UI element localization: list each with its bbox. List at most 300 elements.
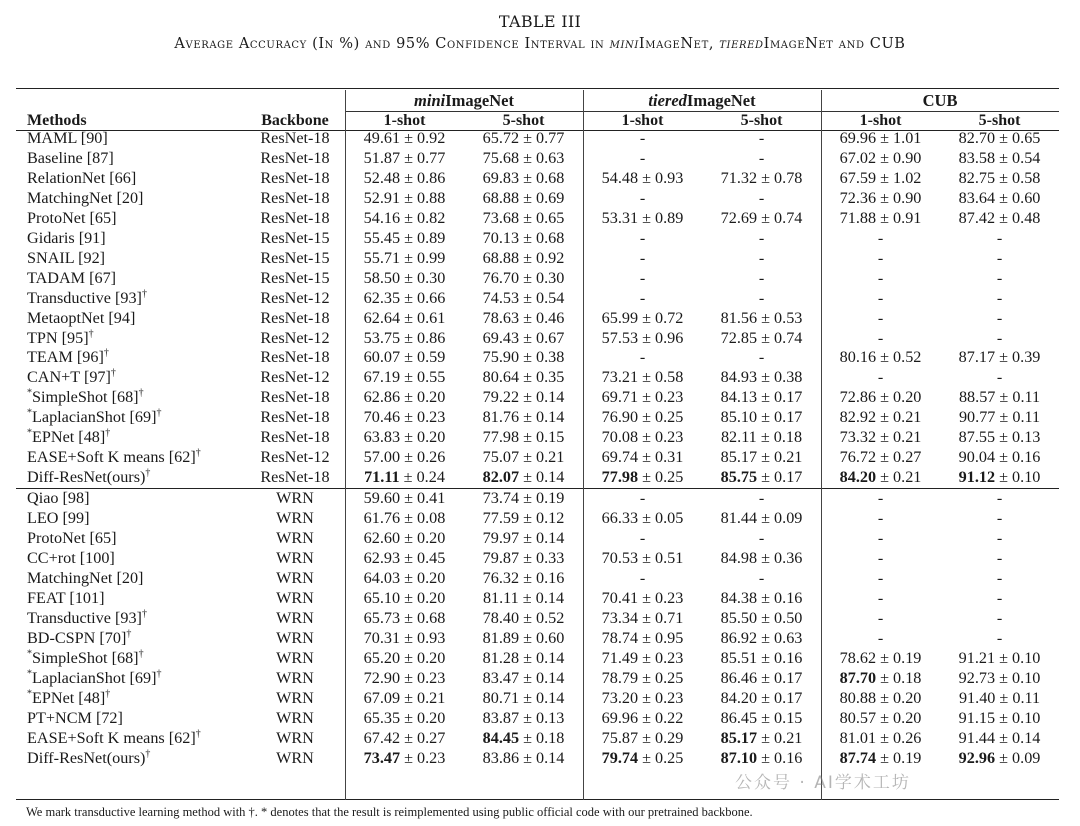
table-row [16,169,1059,189]
value-cell: 62.93 ± 0.45 [363,549,446,568]
value-cell: 78.40 ± 0.52 [482,608,565,627]
method-cell: Diff-ResNet(ours)† [27,748,151,767]
value-cell: - [639,529,646,548]
value-cell: - [996,509,1003,528]
dagger-mark: † [138,388,144,399]
value-cell: 81.76 ± 0.14 [482,408,565,427]
value-cell: 90.04 ± 0.16 [958,448,1041,467]
value-cell: 75.68 ± 0.63 [482,148,565,167]
value-cell: 83.87 ± 0.13 [482,708,565,727]
value-cell: - [996,549,1003,568]
table-row [16,368,1059,388]
backbone-cell: ResNet-18 [260,208,330,227]
value-cell: 55.71 ± 0.99 [363,248,446,267]
dataset-header-mini: miniImageNet [414,91,514,110]
value-cell: 73.20 ± 0.23 [601,688,684,707]
value-cell: 82.75 ± 0.58 [958,168,1041,187]
dagger-mark: † [105,688,111,700]
backbone-cell: WRN [276,529,314,548]
value-cell: 87.10 ± 0.16 [720,748,803,767]
value-cell: 72.86 ± 0.20 [839,388,922,407]
value-cell: 81.28 ± 0.14 [482,648,565,667]
table-row [16,289,1059,309]
value-cell: 91.44 ± 0.14 [958,728,1041,747]
method-cell: TADAM [67] [27,268,117,287]
value-cell: - [639,288,646,307]
value-cell: - [639,188,646,207]
backbone-cell: WRN [276,489,314,508]
value-cell: 65.73 ± 0.68 [363,608,446,627]
method-cell: Transductive [93]† [27,288,147,307]
value-cell: 70.13 ± 0.68 [482,228,565,247]
asterisk-mark: * [27,688,32,700]
table-row [16,589,1059,609]
value-cell: 72.36 ± 0.90 [839,188,922,207]
value-cell: 79.87 ± 0.33 [482,549,565,568]
method-cell: *SimpleShot [68]† [27,388,144,407]
value-cell: - [996,489,1003,508]
value-cell: 49.61 ± 0.92 [363,129,446,147]
footnote: We mark transductive learning method with †. * denotes that the result is reimplemented using public official code with our pretrained backbone. [26,805,753,819]
backbone-cell: ResNet-18 [260,468,330,487]
value-cell: 83.47 ± 0.14 [482,668,565,687]
value-cell: 88.57 ± 0.11 [958,388,1041,407]
value-cell: 76.90 ± 0.25 [601,408,684,427]
backbone-cell: ResNet-18 [260,129,330,147]
table-row [16,209,1059,229]
value-cell: 86.92 ± 0.63 [720,628,803,647]
method-cell: Gidaris [91] [27,228,106,247]
value-cell: 84.20 ± 0.17 [720,688,803,707]
table-row [16,428,1059,448]
value-cell: 85.17 ± 0.21 [720,448,803,467]
value-cell: 53.75 ± 0.86 [363,328,446,347]
table-label: TABLE III [498,12,582,31]
value-cell: 82.11 ± 0.18 [720,428,803,447]
table-caption [0,36,1080,52]
dagger-mark: † [141,608,147,620]
col-shot: 5-shot [978,112,1021,129]
value-cell: 81.01 ± 0.26 [839,728,922,747]
value-cell: 81.44 ± 0.09 [720,509,803,528]
value-cell: 66.33 ± 0.05 [601,509,684,528]
table-row [16,309,1059,329]
value-cell: - [877,288,884,307]
value-cell: - [639,148,646,167]
method-cell: SNAIL [92] [27,248,106,267]
value-cell: 69.96 ± 0.22 [601,708,684,727]
table-row [16,129,1059,149]
value-cell: 62.64 ± 0.61 [363,308,446,327]
value-cell: 54.48 ± 0.93 [601,168,684,187]
value-cell: 65.35 ± 0.20 [363,708,446,727]
value-cell: - [996,588,1003,607]
value-cell: - [758,228,765,247]
backbone-cell: WRN [276,628,314,647]
value-cell: 67.09 ± 0.21 [363,688,446,707]
method-cell: LEO [99] [27,509,90,528]
caption-part: tiered [719,36,764,52]
value-cell: 69.43 ± 0.67 [482,328,565,347]
value-cell: 78.74 ± 0.95 [601,628,684,647]
value-cell: 73.68 ± 0.65 [482,208,565,227]
value-cell: 70.46 ± 0.23 [363,408,446,427]
table-row [16,229,1059,249]
value-cell: 52.48 ± 0.86 [363,168,446,187]
value-cell: - [877,608,884,627]
value-cell: 65.10 ± 0.20 [363,588,446,607]
table-row [16,669,1059,689]
caption-part: ImageNet, [638,36,720,52]
method-cell: MatchingNet [20] [27,188,144,207]
backbone-cell: WRN [276,588,314,607]
value-cell: 83.64 ± 0.60 [958,188,1041,207]
dagger-mark: † [110,368,116,380]
value-cell: 85.10 ± 0.17 [720,408,803,427]
method-cell: TEAM [96]† [27,348,109,367]
asterisk-mark: * [27,407,32,419]
value-cell: - [996,628,1003,647]
value-cell: 81.89 ± 0.60 [482,628,565,647]
dataset-header-cub: CUB [922,91,958,110]
value-cell: - [996,308,1003,327]
dagger-mark: † [138,648,144,660]
value-cell: - [877,549,884,568]
value-cell: - [877,308,884,327]
value-cell: 51.87 ± 0.77 [363,148,446,167]
value-cell: - [996,568,1003,587]
col-shot: 5-shot [502,112,545,129]
value-cell: 84.98 ± 0.36 [720,549,803,568]
table-row [16,468,1059,488]
backbone-cell: ResNet-18 [260,408,330,427]
value-cell: 78.63 ± 0.46 [482,308,565,327]
method-cell: Baseline [87] [27,148,114,167]
method-cell: PT+NCM [72] [27,708,123,727]
value-cell: 82.07 ± 0.14 [482,468,565,487]
asterisk-mark: * [27,427,32,439]
value-cell: 72.69 ± 0.74 [720,208,803,227]
backbone-cell: ResNet-18 [260,148,330,167]
method-cell: MatchingNet [20] [27,568,144,587]
caption-part: Average Accuracy (In %) and 95% Confidence Interval in [174,36,610,52]
value-cell: 84.20 ± 0.21 [839,468,922,487]
value-cell: 85.75 ± 0.17 [720,468,803,487]
section-rule [16,488,1059,489]
value-cell: 75.07 ± 0.21 [482,448,565,467]
table-row [16,149,1059,169]
value-cell: 75.87 ± 0.29 [601,728,684,747]
table-row [16,269,1059,289]
value-cell: - [877,509,884,528]
value-cell: 87.42 ± 0.48 [958,208,1041,227]
method-cell: *LaplacianShot [69]† [27,407,162,427]
method-cell: CC+rot [100] [27,549,115,568]
value-cell: 55.45 ± 0.89 [363,228,446,247]
value-cell: 81.56 ± 0.53 [720,308,803,327]
value-cell: - [758,248,765,267]
table-row [16,649,1059,669]
value-cell: 87.70 ± 0.18 [839,668,922,687]
backbone-cell: WRN [276,608,314,627]
value-cell: - [758,529,765,548]
method-cell: *LaplacianShot [69]† [27,668,162,687]
backbone-cell: ResNet-15 [260,268,330,287]
method-cell: EASE+Soft K means [62]† [27,728,201,747]
value-cell: - [996,328,1003,347]
dagger-mark: † [88,328,94,340]
value-cell: - [877,368,884,387]
value-cell: 52.91 ± 0.88 [363,188,446,207]
value-cell: 69.74 ± 0.31 [601,448,684,467]
value-cell: - [639,248,646,267]
backbone-cell: ResNet-18 [260,388,330,407]
value-cell: 74.53 ± 0.54 [482,288,565,307]
caption-part: ImageNet and CUB [763,36,906,52]
table-row [16,189,1059,209]
backbone-cell: WRN [276,549,314,568]
value-cell: 57.00 ± 0.26 [363,448,446,467]
value-cell: 79.74 ± 0.25 [601,748,684,767]
backbone-cell: ResNet-18 [260,188,330,207]
value-cell: 58.50 ± 0.30 [363,268,446,287]
backbone-cell: ResNet-18 [260,308,330,327]
value-cell: - [758,268,765,287]
value-cell: 73.34 ± 0.71 [601,608,684,627]
value-cell: 87.74 ± 0.19 [839,748,922,767]
value-cell: - [758,489,765,508]
method-cell: MetaoptNet [94] [27,308,136,327]
col-backbone: Backbone [261,112,329,129]
value-cell: 69.96 ± 1.01 [839,129,922,147]
method-cell: BD-CSPN [70]† [27,628,132,647]
value-cell: 79.22 ± 0.14 [482,388,565,407]
value-cell: 73.74 ± 0.19 [482,489,565,508]
value-cell: 72.85 ± 0.74 [720,328,803,347]
value-cell: 80.57 ± 0.20 [839,708,922,727]
table-row [16,749,1059,769]
backbone-cell: ResNet-15 [260,248,330,267]
value-cell: 83.86 ± 0.14 [482,748,565,767]
value-cell: - [758,568,765,587]
value-cell: 77.59 ± 0.12 [482,509,565,528]
column-divider [345,110,346,800]
value-cell: - [877,529,884,548]
value-cell: 61.76 ± 0.08 [363,509,446,528]
value-cell: - [758,348,765,367]
table-row [16,729,1059,749]
backbone-cell: ResNet-12 [260,448,330,467]
value-cell: 84.38 ± 0.16 [720,588,803,607]
column-divider [583,110,584,800]
value-cell: 84.13 ± 0.17 [720,388,803,407]
value-cell: - [996,529,1003,548]
value-cell: 72.90 ± 0.23 [363,668,446,687]
value-cell: - [877,228,884,247]
backbone-cell: WRN [276,728,314,747]
value-cell: 86.45 ± 0.15 [720,708,803,727]
table-row [16,549,1059,569]
caption-part: mini [609,36,639,52]
method-cell: RelationNet [66] [27,168,137,187]
value-cell: 65.20 ± 0.20 [363,648,446,667]
value-cell: 76.70 ± 0.30 [482,268,565,287]
value-cell: 67.02 ± 0.90 [839,148,922,167]
value-cell: 79.97 ± 0.14 [482,529,565,548]
value-cell: - [996,268,1003,287]
value-cell: 73.21 ± 0.58 [601,368,684,387]
backbone-cell: ResNet-12 [260,328,330,347]
value-cell: - [639,228,646,247]
value-cell: 91.21 ± 0.10 [958,648,1041,667]
value-cell: - [639,348,646,367]
value-cell: 81.11 ± 0.14 [482,588,565,607]
table-row [16,529,1059,549]
backbone-cell: ResNet-15 [260,228,330,247]
value-cell: 63.83 ± 0.20 [363,428,446,447]
col-shot: 1-shot [859,112,902,129]
backbone-cell: WRN [276,668,314,687]
col-shot: 1-shot [621,112,664,129]
col-shot: 1-shot [383,112,426,129]
dagger-mark: † [145,467,151,479]
value-cell: - [877,489,884,508]
backbone-cell: ResNet-12 [260,368,330,387]
table-body [16,129,1059,769]
value-cell: 80.88 ± 0.20 [839,688,922,707]
value-cell: - [639,268,646,287]
value-cell: 83.58 ± 0.54 [958,148,1041,167]
value-cell: 64.03 ± 0.20 [363,568,446,587]
value-cell: 78.79 ± 0.25 [601,668,684,687]
value-cell: - [996,608,1003,627]
backbone-cell: ResNet-18 [260,168,330,187]
value-cell: 77.98 ± 0.15 [482,428,565,447]
table-row [16,509,1059,529]
value-cell: 68.88 ± 0.92 [482,248,565,267]
value-cell: 60.07 ± 0.59 [363,348,446,367]
value-cell: 70.31 ± 0.93 [363,628,446,647]
value-cell: 85.50 ± 0.50 [720,608,803,627]
value-cell: 92.73 ± 0.10 [958,668,1041,687]
column-divider [821,110,822,800]
results-table [16,90,1059,769]
backbone-cell: WRN [276,509,314,528]
value-cell: - [639,129,646,147]
value-cell: 87.17 ± 0.39 [958,348,1041,367]
method-cell: Diff-ResNet(ours)† [27,467,151,487]
backbone-cell: WRN [276,748,314,767]
dagger-mark: † [141,288,147,300]
value-cell: 71.32 ± 0.78 [720,168,803,187]
value-cell: 82.70 ± 0.65 [958,129,1041,147]
value-cell: 91.15 ± 0.10 [958,708,1041,727]
value-cell: 70.08 ± 0.23 [601,428,684,447]
table-row [16,489,1059,509]
dataset-header-tiered: tieredImageNet [648,91,756,110]
value-cell: 65.72 ± 0.77 [482,129,565,147]
value-cell: 71.49 ± 0.23 [601,648,684,667]
value-cell: 76.32 ± 0.16 [482,568,565,587]
table-row [16,348,1059,368]
table-row [16,689,1059,709]
value-cell: 67.19 ± 0.55 [363,368,446,387]
watermark: 公众号 · AI学术工坊 [735,773,911,793]
value-cell: 85.51 ± 0.16 [720,648,803,667]
value-cell: 67.59 ± 1.02 [839,168,922,187]
method-cell: ProtoNet [65] [27,208,117,227]
value-cell: 70.53 ± 0.51 [601,549,684,568]
value-cell: - [639,568,646,587]
value-cell: 57.53 ± 0.96 [601,328,684,347]
value-cell: - [877,248,884,267]
value-cell: 91.12 ± 0.10 [958,468,1041,487]
value-cell: 59.60 ± 0.41 [363,489,446,508]
value-cell: 71.11 ± 0.24 [364,468,445,487]
value-cell: 71.88 ± 0.91 [839,208,922,227]
method-cell: *EPNet [48]† [27,427,111,447]
backbone-cell: ResNet-12 [260,288,330,307]
value-cell: - [877,268,884,287]
value-cell: 80.16 ± 0.52 [839,348,922,367]
dagger-mark: † [195,728,201,740]
backbone-cell: WRN [276,648,314,667]
value-cell: 73.32 ± 0.21 [839,428,922,447]
value-cell: - [996,248,1003,267]
value-cell: 84.45 ± 0.18 [482,728,565,747]
table-row [16,609,1059,629]
value-cell: - [996,368,1003,387]
col-methods: Methods [27,112,87,129]
dagger-mark: † [195,447,201,459]
value-cell: 84.93 ± 0.38 [720,368,803,387]
dagger-mark: † [105,427,111,439]
value-cell: 67.42 ± 0.27 [363,728,446,747]
table-row [16,249,1059,269]
value-cell: - [758,129,765,147]
value-cell: 76.72 ± 0.27 [839,448,922,467]
backbone-cell: ResNet-18 [260,348,330,367]
value-cell: - [877,568,884,587]
value-cell: - [996,228,1003,247]
value-cell: 53.31 ± 0.89 [601,208,684,227]
method-cell: FEAT [101] [27,588,105,607]
asterisk-mark: * [27,388,32,399]
value-cell: 68.88 ± 0.69 [482,188,565,207]
asterisk-mark: * [27,668,32,680]
value-cell: 85.17 ± 0.21 [720,728,803,747]
value-cell: 62.60 ± 0.20 [363,529,446,548]
table-row [16,629,1059,649]
value-cell: 75.90 ± 0.38 [482,348,565,367]
value-cell: - [877,588,884,607]
method-cell: *SimpleShot [68]† [27,648,144,667]
value-cell: 87.55 ± 0.13 [958,428,1041,447]
backbone-cell: WRN [276,708,314,727]
dagger-mark: † [126,628,132,640]
value-cell: 92.96 ± 0.09 [958,748,1041,767]
method-cell: MAML [90] [27,129,108,147]
value-cell: 62.35 ± 0.66 [363,288,446,307]
method-cell: TPN [95]† [27,328,94,347]
value-cell: 80.64 ± 0.35 [482,368,565,387]
dagger-mark: † [156,407,162,419]
value-cell: - [639,489,646,508]
method-cell: EASE+Soft K means [62]† [27,447,201,467]
asterisk-mark: * [27,648,32,660]
method-cell: *EPNet [48]† [27,688,111,707]
value-cell: 69.83 ± 0.68 [482,168,565,187]
